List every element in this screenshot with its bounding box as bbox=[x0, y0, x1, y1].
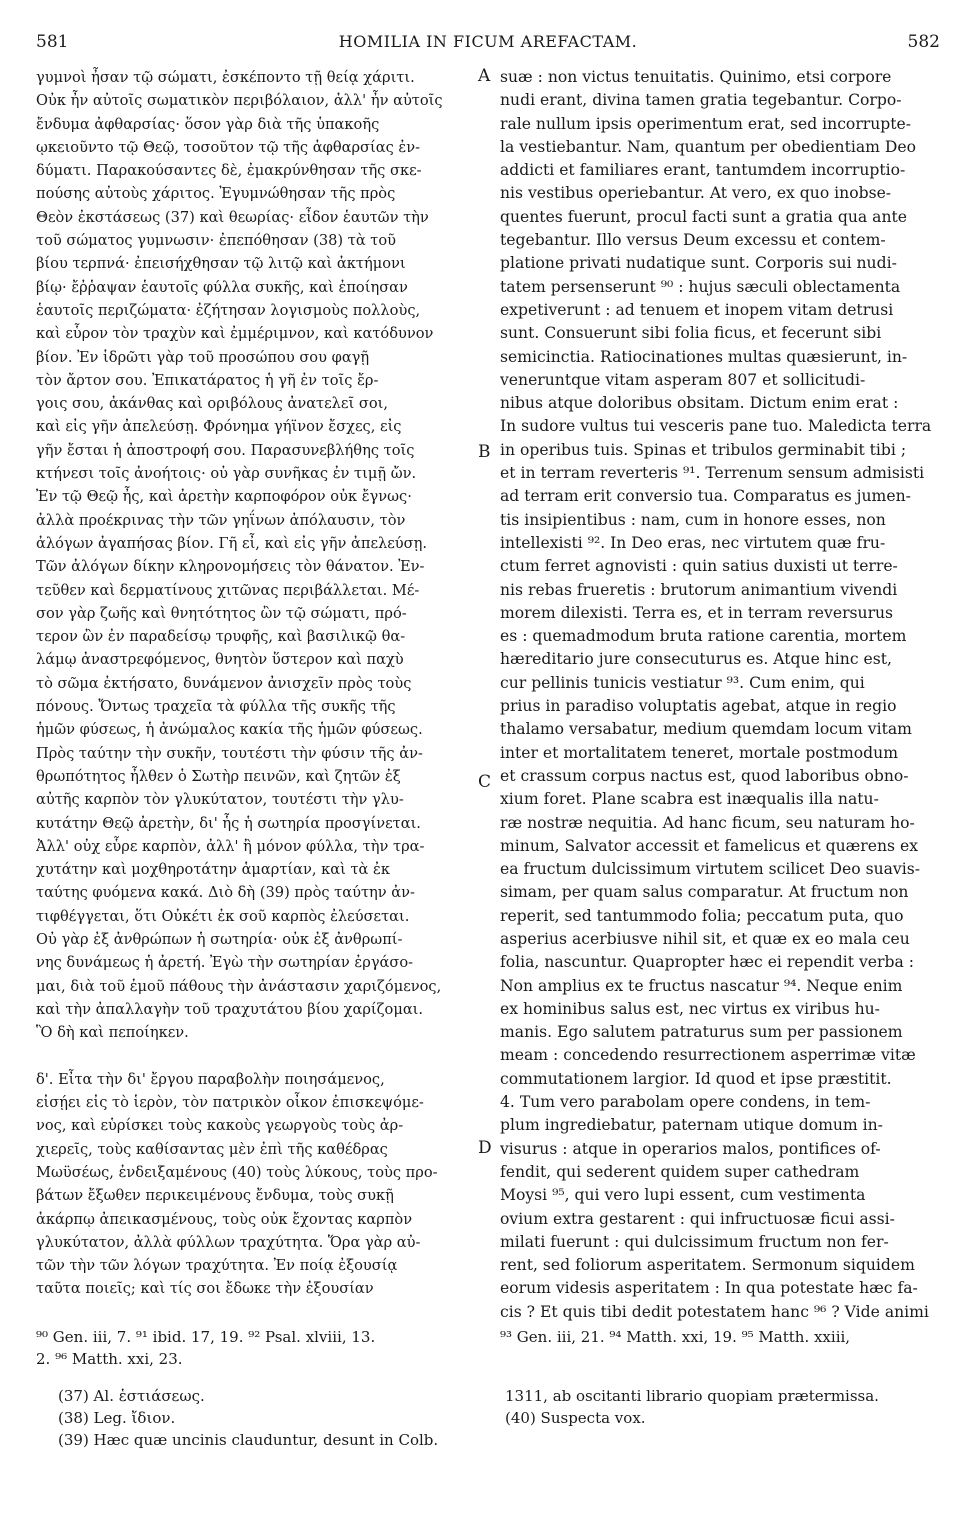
latin-text-line: minum, Salvator accessit et famelicus et quærens ex bbox=[500, 836, 918, 855]
greek-text-line: Τῶν ἀλόγων δίκην κληρονομήσεις τὸν θάνατον. Ἐν- bbox=[36, 558, 425, 576]
latin-text-line: xium foret. Plane scabra est inæqualis illa natu- bbox=[500, 790, 879, 809]
greek-text-line: ῳκειοῦντο τῷ Θεῷ, τοσοῦτον τῷ τῆς ἀφθαρσίας ἐν- bbox=[36, 138, 421, 156]
latin-text-line: nis vestibus operiebantur. At vero, ex quo inobse- bbox=[500, 184, 892, 203]
latin-column bbox=[500, 66, 940, 1324]
latin-text-line: eorum videsis asperitatem : In qua potestate hæc fa- bbox=[500, 1279, 918, 1298]
greek-text-line: βάτων ἔξωθεν περικειμένους ἔνδυμα, τοὺς συκῇ bbox=[36, 1187, 394, 1205]
footnote-line: ⁹⁰ Gen. iii, 7. ⁹¹ ibid. 17, 19. ⁹² Psal. xlviii, 13. bbox=[36, 1328, 376, 1346]
greek-text-line: βίου τερπνά· ἐπεισήχθησαν τῷ λιτῷ καὶ ἀκτήμονι bbox=[36, 255, 406, 273]
greek-text-line: θρωπότητος ἦλθεν ὁ Σωτὴρ πεινῶν, καὶ ζητῶν ἐξ bbox=[36, 767, 401, 785]
greek-text-line: καὶ εἰς γῆν ἀπελεύσῃ. Φρόνημα γήϊνον ἔσχες, εἰς bbox=[36, 418, 402, 436]
latin-text-line: tegebantur. Illo versus Deum excessu et contem- bbox=[500, 231, 886, 250]
latin-text-line: 4. Tum vero parabolam opere condens, in tem- bbox=[500, 1093, 871, 1112]
greek-column bbox=[36, 66, 473, 1301]
greek-text-line: δύματι. Παρακούσαντες δὲ, ἐμακρύνθησαν τῆς σκε- bbox=[36, 162, 422, 180]
greek-text-line: χυτάτην καὶ μοχθηροτάτην ἁμαρτίαν, καὶ τὰ ἐκ bbox=[36, 861, 391, 879]
greek-text-line: λάμῳ ἀναστρεφόμενος, θνητὸν ὕστερον καὶ παχὺ bbox=[36, 651, 404, 669]
latin-text-line: la vestiebantur. Nam, quantum per obedientiam Deo bbox=[500, 137, 916, 156]
latin-text-line: suæ : non victus tenuitatis. Quinimo, etsi corpore bbox=[500, 68, 892, 86]
greek-text-line: Ἀλλ' οὐχ εὗρε καρπὸν, ἀλλ' ἢ μόνον φύλλα, τὴν τρα- bbox=[36, 837, 425, 855]
footnotes-left bbox=[36, 1326, 476, 1370]
latin-text-line: semicinctia. Ratiocinationes multas quæsierunt, in- bbox=[500, 347, 908, 366]
greek-text-line: καὶ εὗρον τὸν τραχὺν καὶ ἐμμέριμνον, καὶ κατόδυνον bbox=[36, 325, 434, 343]
latin-text-line: es : quemadmodum bruta ratione carentia, mortem bbox=[500, 627, 907, 646]
greek-text-line: Ἐν τῷ Θεῷ ἦς, καὶ ἀρετὴν καρποφόρον οὐκ ἔγνως· bbox=[36, 488, 412, 506]
latin-text-line: ovium extra gestarent : qui infructuosæ ficui assi- bbox=[500, 1209, 895, 1228]
latin-text-line: In sudore vultus tui vesceris pane tuo. Maledicta terra bbox=[500, 417, 932, 436]
greek-text-line: νης δυνάμεως ἡ ἀρετή. Ἐγὼ τὴν σωτηρίαν ἐργάσο- bbox=[36, 954, 414, 972]
greek-text-line bbox=[36, 1044, 473, 1067]
greek-text-line: Ὃ δὴ καὶ πεποίηκεν. bbox=[36, 1024, 189, 1042]
latin-text-line: ea fructum dulcissimum virtutem scilicet Deo suavis- bbox=[500, 860, 921, 879]
greek-text-line: αὐτῆς καρπὸν τὸν γλυκύτατον, τουτέστι τὴν γλυ- bbox=[36, 791, 404, 809]
greek-text-line: γοις σου, ἀκάνθας καὶ οριβόλους ἀνατελεῖ σοι, bbox=[36, 395, 388, 413]
latin-text-line: fendit, qui sederent quidem super cathedram bbox=[500, 1162, 860, 1181]
greek-text-line: πόνους. Ὄντως τραχεῖα τὰ φύλλα τῆς συκῆς τῆς bbox=[36, 698, 396, 716]
latin-text-line: tis insipientibus : nam, cum in honore esses, non bbox=[500, 510, 886, 529]
critical-note-line: (40) Suspecta vox. bbox=[505, 1409, 646, 1427]
latin-text-line: rent, sed foliorum asperitatem. Sermonum siquidem bbox=[500, 1256, 915, 1275]
latin-text-line: Non amplius ex te fructus nascatur ⁹⁴. Neque enim bbox=[500, 976, 903, 995]
greek-text-line: ἡμῶν φύσεως, ἡ ἀνώμαλος κακία τῆς ἡμῶν φύσεως. bbox=[36, 721, 423, 739]
greek-text-line: τιφθέγγεται, ὅτι Οὐκέτι ἐκ σοῦ καρπὸς ἐλεύσεται. bbox=[36, 907, 410, 925]
footnote-line: 2. ⁹⁶ Matth. xxi, 23. bbox=[36, 1350, 183, 1368]
latin-text-line: nibus atque doloribus obsitam. Dictum enim erat : bbox=[500, 394, 899, 413]
footnote-line: ⁹³ Gen. iii, 21. ⁹⁴ Matth. xxi, 19. ⁹⁵ Matth. xxiii, bbox=[500, 1328, 851, 1346]
latin-text-line: intellexisti ⁹². In Deo eras, nec virtutem quæ fru- bbox=[500, 533, 886, 552]
latin-text-line: meam : concedendo resurrectionem asperrimæ vitæ bbox=[500, 1046, 916, 1065]
footnotes-right bbox=[500, 1326, 940, 1348]
greek-text-line: κτήνεσι τοῖς ἀνοήτοις· οὐ γὰρ συνῆκας ἐν τιμῇ ὤν. bbox=[36, 465, 417, 483]
latin-text-line: simam, per quam salus comparatur. At fructum non bbox=[500, 883, 909, 902]
latin-text-line: cur pellinis tunicis vestiatur ⁹³. Cum enim, qui bbox=[500, 673, 865, 692]
critical-note-line: (37) Al. ἑστιάσεως. bbox=[58, 1387, 205, 1405]
greek-text-line: μαι, διὰ τοῦ ἐμοῦ πάθους τὴν ἀνάστασιν χαριζόμενος, bbox=[36, 977, 442, 995]
greek-text-line: δ'. Εἶτα τὴν δι' ἔργου παραβολὴν ποιησάμενος, bbox=[36, 1070, 385, 1088]
latin-text-line: inter et mortalitatem teneret, mortale postmodum bbox=[500, 743, 898, 762]
greek-text-line: καὶ τὴν ἀπαλλαγὴν τοῦ τραχυτάτου βίου χαρίζομαι. bbox=[36, 1000, 424, 1018]
greek-text-line: τῶν τὴν τῶν λόγων τραχύτητα. Ἐν ποίᾳ ἐξουσίᾳ bbox=[36, 1257, 398, 1275]
greek-text-line: Πρὸς ταύτην τὴν συκῆν, τουτέστι τὴν φύσιν τῆς ἀν- bbox=[36, 744, 423, 762]
greek-text-line: ἔνδυμα ἀφθαρσίας· ὅσον γὰρ διὰ τῆς ὑπακοῆς bbox=[36, 115, 380, 133]
greek-text-line: νος, καὶ εὑρίσκει τοὺς κακοὺς γεωργοὺς τοὺς ἀρ- bbox=[36, 1117, 404, 1135]
latin-text-line: morem dilexisti. Terra es, et in terram reversurus bbox=[500, 603, 894, 622]
latin-text-line: ctum ferret agnovisti : quin satius duxisti ut terre- bbox=[500, 557, 898, 576]
greek-text-line: τερον ὢν ἐν παραδείσῳ τρυφῆς, καὶ βασιλικῷ θα- bbox=[36, 628, 406, 646]
greek-text-line: Οὐκ ἦν αὐτοῖς σωματικὸν περιβόλαιον, ἀλλ' ἦν αὐτοῖς bbox=[36, 92, 443, 110]
latin-text-line: thalamo versabatur, medium quemdam locum vitam bbox=[500, 720, 912, 739]
greek-text-line: Μωϋσέως, ἐνδειξαμένους (40) τοὺς λύκους, τοὺς προ- bbox=[36, 1163, 438, 1181]
latin-text-line: quentes fuerunt, procul facti sunt a gratia qua ante bbox=[500, 207, 907, 226]
margin-letter-d: D bbox=[478, 1138, 492, 1158]
page-header bbox=[36, 32, 940, 62]
critical-note-line: (39) Hæc quæ uncinis clauduntur, desunt in Colb. bbox=[58, 1431, 439, 1449]
latin-text-line: commutationem largior. Id quod et ipse præstitit. bbox=[500, 1069, 892, 1088]
greek-text-line: κυτάτην Θεῷ ἀρετὴν, δι' ἧς ἡ σωτηρία προσγίνεται. bbox=[36, 814, 421, 832]
greek-text-line: βίῳ· ἔῤῥαψαν ἑαυτοῖς φύλλα συκῆς, καὶ ἐποίησαν bbox=[36, 278, 408, 296]
latin-text-line: nudi erant, divina tamen gratia tegebantur. Corpo- bbox=[500, 91, 902, 110]
greek-text-line: ἀλόγων ἀγαπήσας βίον. Γῆ εἶ, καὶ εἰς γῆν ἀπελεύσῃ. bbox=[36, 534, 428, 552]
latin-text-line: Moysi ⁹⁵, qui vero lupi essent, cum vestimenta bbox=[500, 1186, 866, 1205]
critical-note-line: 1311, ab oscitanti librario quopiam prætermissa. bbox=[505, 1387, 879, 1405]
latin-text-line: ex hominibus salus est, nec virtus ex viribus hu- bbox=[500, 999, 880, 1018]
latin-text-line: expetiverunt : ad tenuem et inopem vitam detrusi bbox=[500, 300, 894, 319]
greek-text-line: ταύτης φυόμενα κακά. Διὸ δὴ (39) πρὸς ταύτην ἀν- bbox=[36, 884, 415, 902]
latin-text-line: manis. Ego salutem patraturus sum per passionem bbox=[500, 1023, 903, 1042]
margin-letter-a: A bbox=[478, 66, 491, 86]
greek-text-line: σον γὰρ ζωῆς καὶ θνητότητος ὢν τῷ σώματι, πρό- bbox=[36, 604, 407, 622]
margin-letter-c: C bbox=[478, 772, 492, 792]
page-number-left: 581 bbox=[36, 32, 69, 52]
latin-text-line: reperit, sed tantummodo folia; peccatum puta, quo bbox=[500, 906, 904, 925]
latin-text-line: ræ nostræ nequitia. Ad hanc ficum, seu naturam ho- bbox=[500, 813, 915, 832]
greek-text-line: γῆν ἔσται ἡ ἀποστροφή σου. Παρασυνεβλήθης τοῖς bbox=[36, 441, 415, 459]
latin-text-line: asperius acerbiusve nihil sit, et quæ ex eo mala ceu bbox=[500, 929, 910, 948]
greek-text-line: ἑαυτοῖς περιζώματα· ἐζήτησαν λογισμοὺς πολλοὺς, bbox=[36, 301, 421, 319]
greek-text-line: Θεὸν ἐκστάσεως (37) καὶ θεωρίας· εἶδον ἑαυτῶν τὴν bbox=[36, 208, 429, 226]
latin-text-line: prius in paradiso voluptatis agebat, atque in regio bbox=[500, 697, 897, 716]
greek-text-line: γυμνοὶ ἦσαν τῷ σώματι, ἐσκέποντο τῇ θείᾳ χάριτι. bbox=[36, 69, 415, 86]
latin-text-line: milati fuerunt : qui dulcissimum fructum non fer- bbox=[500, 1232, 889, 1251]
page-number-right: 582 bbox=[907, 32, 940, 52]
latin-text-line: hæreditario jure consecuturus es. Atque hinc est, bbox=[500, 650, 892, 669]
latin-text-line: nis rebas frueretis : brutorum animantium vivendi bbox=[500, 580, 898, 599]
latin-text-line: et crassum corpus nactus est, quod laboribus obno- bbox=[500, 766, 909, 785]
greek-text-line: βίον. Ἐν ἱδρῶτι γὰρ τοῦ προσώπου σου φαγῇ bbox=[36, 348, 370, 366]
margin-letter-b: B bbox=[478, 442, 491, 462]
greek-text-line: τὸν ἄρτον σου. Ἐπικατάρατος ἡ γῆ ἐν τοῖς ἔρ- bbox=[36, 371, 379, 389]
greek-text-line: πούσης αὐτοὺς χάριτος. Ἐγυμνώθησαν τῆς πρὸς bbox=[36, 185, 396, 203]
latin-text-line: visurus : atque in operarios malos, pontifices of- bbox=[500, 1139, 881, 1158]
greek-text-line: τὸ σῶμα ἐκτήσατο, δυνάμενον ἀνισχεῖν πρὸς τοὺς bbox=[36, 674, 412, 692]
latin-text-line: veneruntque vitam asperam 807 et sollicitudi- bbox=[500, 370, 866, 389]
greek-text-line: Οὐ γὰρ ἐξ ἀνθρώπων ἡ σωτηρία· οὐκ ἐξ ἀνθρωπί- bbox=[36, 930, 403, 948]
latin-text-line: sunt. Consuerunt sibi folia ficus, et fecerunt sibi bbox=[500, 324, 882, 343]
critical-notes-left bbox=[58, 1385, 478, 1451]
greek-text-line: χιερεῖς, τοὺς καθίσαντας μὲν ἐπὶ τῆς καθέδρας bbox=[36, 1140, 388, 1158]
latin-text-line: tatem persenserunt ⁹⁰ : hujus sæculi oblectamenta bbox=[500, 277, 901, 296]
greek-text-line: ταῦτα ποιεῖς; καὶ τίς σοι ἔδωκε τὴν ἐξουσίαν bbox=[36, 1280, 374, 1298]
running-title: HOMILIA IN FICUM AREFACTAM. bbox=[338, 32, 638, 51]
latin-text-line: et in terram reverteris ⁹¹. Terrenum sensum admisisti bbox=[500, 464, 925, 483]
latin-text-line: rale nullum ipsis operimentum erat, sed incorrupte- bbox=[500, 114, 912, 133]
critical-note-line: (38) Leg. ἴδιον. bbox=[58, 1409, 176, 1427]
greek-text-line: τοῦ σώματος γυμνωσιν· ἐπεπόθησαν (38) τὰ τοῦ bbox=[36, 232, 397, 250]
latin-text-line: platione privati nudatique sunt. Corporis sui nudi- bbox=[500, 254, 897, 273]
greek-text-line: γλυκύτατον, ἀλλὰ φύλλων τραχύτητα. Ὅρα γὰρ αὐ- bbox=[36, 1233, 421, 1251]
latin-text-line: plum ingrediebatur, paternam utique domum in- bbox=[500, 1116, 883, 1135]
latin-text-line: folia, nascuntur. Quapropter hæc ei rependit verba : bbox=[500, 953, 914, 972]
greek-text-line: ἀκάρπῳ ἀπεικασμένους, τοὺς οὐκ ἔχοντας καρπὸν bbox=[36, 1210, 413, 1228]
greek-text-line: ἀλλὰ προέκρινας τὴν τῶν γηΐνων ἀπόλαυσιν, τὸν bbox=[36, 511, 406, 529]
greek-text-line: εἰσῄει εἰς τὸ ἱερὸν, τὸν πατρικὸν οἶκον ἐπισκεψόμε- bbox=[36, 1094, 424, 1112]
greek-text-line: τεῦθεν καὶ δερματίνους χιτῶνας περιβάλλεται. Μέ- bbox=[36, 581, 420, 599]
critical-notes-right bbox=[505, 1385, 945, 1429]
latin-text-line: in operibus tuis. Spinas et tribulos germinabit tibi ; bbox=[500, 440, 907, 459]
latin-text-line: cis ? Et quis tibi dedit potestatem hanc ⁹⁶ ? Vide animi bbox=[500, 1302, 929, 1321]
latin-text-line: addicti et familiares erant, tantumdem incorruptio- bbox=[500, 161, 906, 180]
latin-text-line: ad terram erit conversio tua. Comparatus es jumen- bbox=[500, 487, 911, 506]
